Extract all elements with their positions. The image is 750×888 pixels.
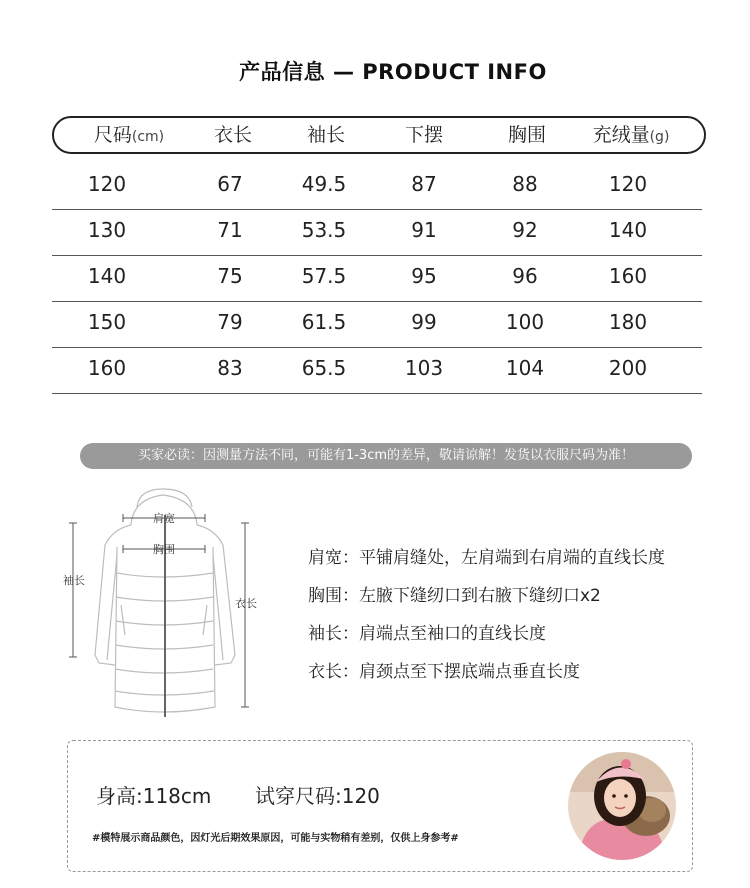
cell-fill: 200 <box>608 356 648 380</box>
model-photo <box>568 752 676 860</box>
cell-chest: 88 <box>512 172 538 196</box>
color-disclaimer: #模特展示商品颜色，因灯光后期效果原因，可能与实物稍有差别，仅供上身参考# <box>92 833 459 844</box>
header-fill: 充绒量(g) <box>592 124 670 146</box>
cell-hem: 91 <box>411 218 437 242</box>
cell-chest: 92 <box>512 218 538 242</box>
cell-length: 83 <box>217 356 243 380</box>
length-label: 衣长 <box>235 597 257 610</box>
cell-size: 130 <box>87 218 127 242</box>
cell-sleeve: 65.5 <box>301 356 347 380</box>
sleeve-label: 袖长 <box>63 574 85 587</box>
table-row <box>52 302 702 348</box>
header-sleeve: 袖长 <box>306 124 345 146</box>
cell-size: 120 <box>87 172 127 196</box>
page-title: 产品信息 — PRODUCT INFO <box>239 60 547 84</box>
table-row <box>52 164 702 210</box>
cell-fill: 180 <box>608 310 648 334</box>
model-height: 身高:118cm <box>96 784 212 808</box>
definition-chest: 胸围：左腋下缝纫口到右腋下缝纫口x2 <box>308 586 601 606</box>
table-row <box>52 256 702 302</box>
cell-length: 71 <box>217 218 243 242</box>
cell-sleeve: 49.5 <box>301 172 347 196</box>
buyer-notice-banner: 买家必读：因测量方法不同，可能有1-3cm的差异，敬请谅解！发货以衣服尺码为准！ <box>80 443 692 469</box>
cell-chest: 104 <box>505 356 545 380</box>
header-size: 尺码(cm) <box>93 124 165 146</box>
cell-length: 67 <box>217 172 243 196</box>
cell-sleeve: 57.5 <box>301 264 347 288</box>
jacket-measurement-diagram <box>55 485 265 725</box>
cell-hem: 99 <box>411 310 437 334</box>
cell-fill: 140 <box>608 218 648 242</box>
cell-sleeve: 61.5 <box>301 310 347 334</box>
header-chest: 胸围 <box>507 124 546 146</box>
table-row <box>52 348 702 394</box>
cell-length: 79 <box>217 310 243 334</box>
table-row <box>52 210 702 256</box>
model-size: 试穿尺码:120 <box>255 784 380 808</box>
cell-hem: 95 <box>411 264 437 288</box>
cell-chest: 100 <box>505 310 545 334</box>
header-length: 衣长 <box>213 124 252 146</box>
cell-chest: 96 <box>512 264 538 288</box>
shoulder-label: 肩宽 <box>153 512 175 525</box>
cell-size: 150 <box>87 310 127 334</box>
cell-length: 75 <box>217 264 243 288</box>
definition-length: 衣长：肩颈点至下摆底端点垂直长度 <box>308 662 580 682</box>
cell-sleeve: 53.5 <box>301 218 347 242</box>
header-hem: 下摆 <box>404 124 443 146</box>
cell-size: 140 <box>87 264 127 288</box>
cell-hem: 87 <box>411 172 437 196</box>
cell-size: 160 <box>87 356 127 380</box>
chest-label: 胸围 <box>153 543 175 556</box>
cell-fill: 120 <box>608 172 648 196</box>
cell-hem: 103 <box>404 356 444 380</box>
definition-shoulder: 肩宽：平铺肩缝处，左肩端到右肩端的直线长度 <box>308 548 665 568</box>
definition-sleeve: 袖长：肩端点至袖口的直线长度 <box>308 624 546 644</box>
cell-fill: 160 <box>608 264 648 288</box>
